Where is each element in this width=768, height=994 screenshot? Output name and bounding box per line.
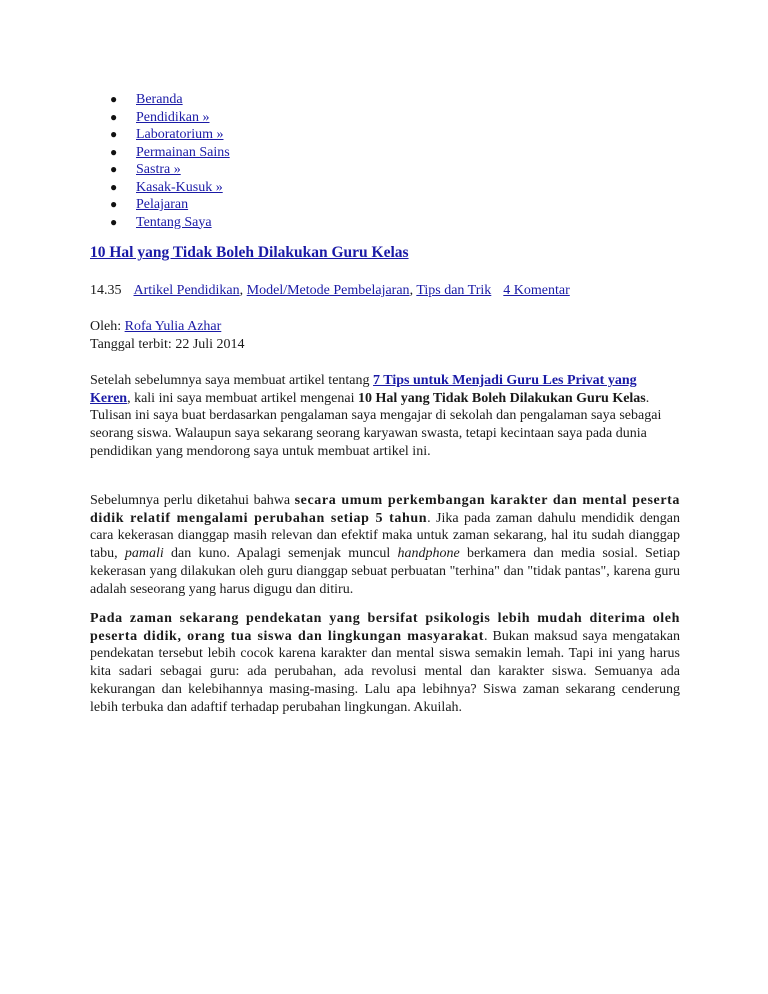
menu-link-sastra[interactable]: Sastra » (136, 162, 181, 177)
menu-link-tentang-saya[interactable]: Tentang Saya (136, 214, 212, 230)
menu-item-pelajaran (90, 196, 230, 214)
bullet-icon: ● (110, 92, 118, 106)
emphasis-handphone: handphone (397, 546, 460, 562)
bullet-icon: ● (110, 144, 118, 159)
bullet-icon: ● (110, 109, 118, 124)
article-title (90, 244, 409, 262)
emphasis-pamali: pamali (124, 546, 164, 562)
menu-item-permainan-sains (90, 144, 230, 162)
publish-date: 22 Juli 2014 (175, 336, 245, 352)
key-point-bold-2: Pada zaman sekarang pendekatan yang bersifat psikologis lebih mudah diterima oleh peserta didik, orang tua siswa dan lingkungan masyarakat (90, 611, 680, 644)
post-time: 14.35 (90, 283, 122, 298)
article-title-link[interactable]: 10 Hal yang Tidak Boleh Dilakukan Guru Kelas (90, 244, 409, 261)
menu-link-pelajaran[interactable]: Pelajaran (136, 197, 189, 212)
menu-item-sastra (90, 161, 230, 179)
menu-link-kasak-kusuk[interactable]: Kasak-Kusuk » (136, 179, 223, 195)
byline (90, 318, 245, 353)
navigation-menu (90, 91, 230, 231)
category-link-artikel-pendidikan[interactable]: Artikel Pendidikan (133, 283, 240, 298)
category-link-model-metode[interactable]: Model/Metode Pembelajaran (246, 283, 410, 298)
body-paragraph-2: Pada zaman sekarang pendekatan yang bersifat psikologis lebih mudah diterima oleh peserta didik, orang tua siswa dan lingkungan masyarakat. Bukan maksud saya mengatakan pendekatan tersebut lebih cocok karena karakter dan mental siswa semakin lemah. Tapi ini yang harus kita sadari sebagai guru: ada perubahan, ada revolusi mental dan karakter siswa. Semuanya ada kekurangan dan kelebihannya masing-masing. Lalu apa lebihnya? Siswa zaman sekarang cenderung lebih terbuka dan adaftif terhadap perubahan lingkungan. Akuilah. (90, 611, 680, 715)
article-topic-bold: 10 Hal yang Tidak Boleh Dilakukan Guru Kelas (358, 390, 646, 406)
menu-item-tentang-saya (90, 214, 230, 232)
comments-link[interactable]: 4 Komentar (503, 283, 570, 298)
author-line (90, 318, 245, 336)
post-meta: 14.35 Artikel Pendidikan, Model/Metode Pembelajaran, Tips dan Trik 4 Komentar (90, 283, 570, 298)
menu-item-kasak-kusuk (90, 179, 230, 197)
date-line (90, 336, 245, 354)
menu-item-beranda (90, 91, 230, 109)
author-label: Oleh: (90, 319, 122, 334)
menu-link-permainan-sains[interactable]: Permainan Sains (136, 144, 230, 160)
bullet-icon: ● (110, 179, 118, 194)
bullet-icon: ● (110, 162, 118, 176)
author-link[interactable]: Rofa Yulia Azhar (124, 319, 222, 334)
intro-paragraph: Setelah sebelumnya saya membuat artikel tentang 7 Tips untuk Menjadi Guru Les Privat yang Keren, kali ini saya membuat artikel mengenai 10 Hal yang Tidak Boleh Dilakukan Guru Kelas. Tulisan ini saya buat berdasarkan pengalaman saya mengajar di sekolah dan pengalaman saya sebagai seorang siswa. Walaupun saya sekarang seorang karyawan swasta, tetapi kecintaan saya pada dunia pendidikan yang mendorong saya untuk membuat artikel ini. (90, 373, 662, 459)
date-label: Tanggal terbit: (90, 336, 172, 352)
bullet-icon: ● (110, 214, 118, 229)
bullet-icon: ● (110, 127, 118, 141)
menu-item-pendidikan (90, 109, 230, 127)
category-link-tips-dan-trik[interactable]: Tips dan Trik (416, 283, 492, 298)
menu-link-pendidikan[interactable]: Pendidikan » (136, 109, 210, 125)
body-paragraph-1: Sebelumnya perlu diketahui bahwa secara umum perkembangan karakter dan mental peserta didik relatif mengalami perubahan setiap 5 tahun. Jika pada zaman dahulu mendidik dengan cara kekerasan dianggap masih relevan dan efektif maka untuk zaman sekarang, hal itu sudah dianggap tabu, pamali dan kuno. Apalagi semenjak muncul handphone berkamera dan media sosial. Setiap kekerasan yang dilakukan oleh guru dianggap sebuat perbuatan "terhina" dan "tidak pantas", karena guru adalah seseorang yang harus digugu dan ditiru. (90, 493, 681, 597)
key-point-bold: secara umum perkembangan karakter dan mental peserta didik relatif mengalami perubahan setiap 5 tahun (90, 493, 681, 526)
menu-item-laboratorium (90, 126, 230, 144)
related-article-link[interactable]: 7 Tips untuk Menjadi Guru Les Privat yang Keren (90, 373, 637, 406)
bullet-icon: ● (110, 197, 118, 211)
menu-link-beranda[interactable]: Beranda (136, 92, 183, 107)
menu-link-laboratorium[interactable]: Laboratorium » (136, 127, 224, 142)
